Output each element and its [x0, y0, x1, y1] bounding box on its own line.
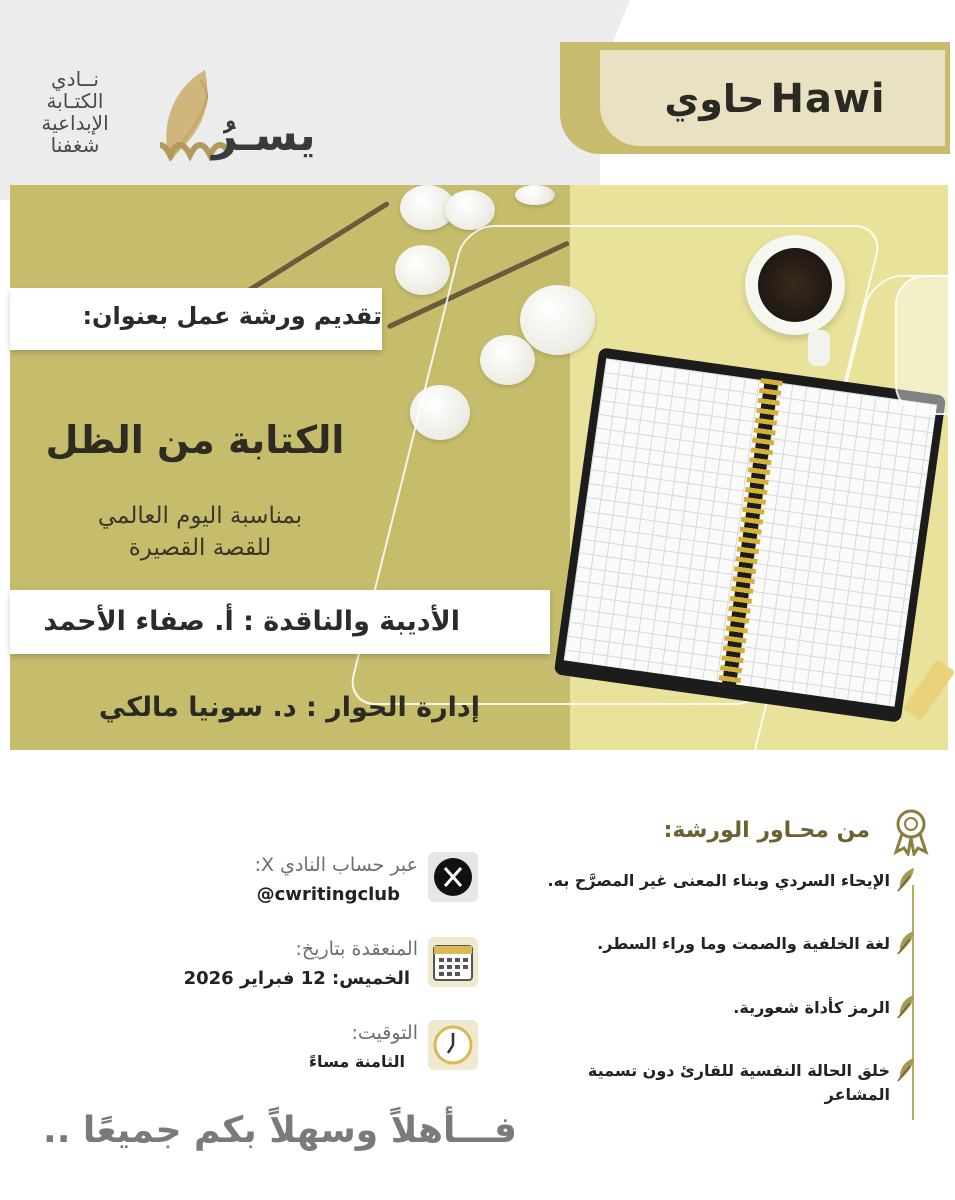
date-value: الخميس: 12 فبراير 2026: [183, 968, 410, 989]
author-banner: [10, 590, 550, 654]
quill-pen-icon: [896, 993, 918, 1019]
quill-pen-icon: [896, 1056, 918, 1082]
x-logo-box: [428, 852, 478, 902]
ribbon-award-icon: [888, 806, 934, 856]
cotton-flower: [445, 190, 495, 230]
workshop-occasion: [60, 500, 340, 564]
account-label: عبر حساب النادي X:: [254, 854, 418, 876]
notebook-image: [554, 347, 947, 722]
glass-image: [895, 275, 955, 415]
cotton-flower: [515, 185, 555, 205]
cup-handle: [808, 330, 830, 366]
yusr-wordmark: يسـرُ: [212, 110, 316, 161]
coffee-image: [758, 248, 832, 322]
club-name: [15, 68, 135, 156]
time-label: التوقيت:: [351, 1022, 418, 1044]
intro-text: تقديم ورشة عمل بعنوان:: [82, 302, 382, 330]
axis-item: الرمز كأداة شعورية.: [733, 998, 890, 1017]
hawi-logo: [625, 65, 925, 133]
quill-pen-icon: [896, 866, 918, 892]
hawi-logo-english: Hawi: [770, 76, 886, 122]
axis-item: خلق الحالة النفسية للقارئ دون تسمية: [587, 1061, 890, 1080]
club-line: الكتـابة: [46, 89, 104, 113]
x-logo-icon: [428, 852, 478, 902]
axis-item: المشاعر: [824, 1085, 890, 1104]
club-line: شغفنا: [50, 133, 100, 157]
author-text: الأديبة والناقدة : أ. صفاء الأحمد: [43, 606, 460, 637]
calendar-box: [428, 937, 478, 987]
clock-icon: [428, 1020, 478, 1070]
calendar-icon: [428, 937, 478, 987]
clock-box: [428, 1020, 478, 1070]
time-value: الثامنة مساءً: [308, 1052, 405, 1071]
axis-item: لغة الخلفية والصمت وما وراء السطر.: [597, 934, 890, 953]
workshop-title: الكتابة من الظل: [45, 418, 345, 462]
axis-item: الإيحاء السردي وبناء المعنى غير المصرَّح به.: [547, 871, 890, 890]
quill-pen-icon: [896, 929, 918, 955]
hawi-logo-arabic: حاوي: [664, 77, 765, 121]
intro-banner: [10, 288, 382, 350]
cotton-flower: [395, 245, 450, 295]
club-line: نــادي: [51, 67, 99, 91]
club-line: الإبداعية: [41, 111, 109, 135]
axes-title: من محـاور الورشة:: [663, 818, 870, 843]
occasion-line: بمناسبة اليوم العالمي: [97, 503, 303, 529]
occasion-line: للقصة القصيرة: [128, 535, 272, 561]
account-handle[interactable]: @cwritingclub: [256, 884, 400, 905]
moderator-text: إدارة الحوار : د. سونيا مالكي: [98, 692, 480, 723]
welcome-text: فـــأهلاً وسهلاً بكم جميعًا ..: [43, 1110, 517, 1151]
date-label: المنعقدة بتاريخ:: [295, 938, 418, 960]
